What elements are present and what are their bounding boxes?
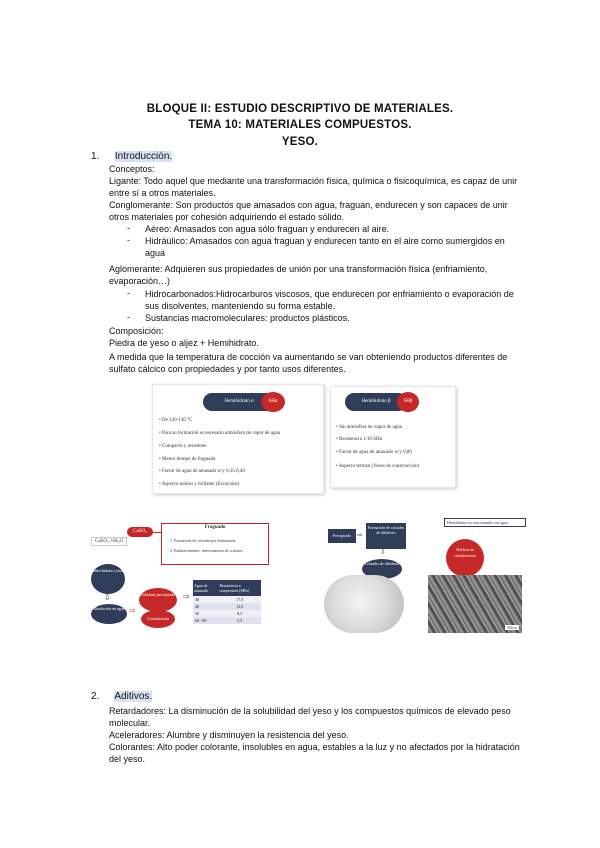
- hemihidrato-beta-pill: Hemihidrato β: [345, 393, 407, 411]
- table-header: Resistencia a compresión (MPa): [218, 580, 261, 596]
- microscope-photo: [428, 575, 522, 633]
- fraguado-item: 2. Endurecimiento: interconexión de cristales: [170, 548, 243, 553]
- table-cell: 8,5: [237, 611, 243, 616]
- sh-beta-badge: SHβ: [397, 392, 419, 412]
- sh-alpha-badge: SHα: [261, 392, 285, 412]
- alpha-item: • Menor tiempo de fraguado: [159, 457, 216, 462]
- arrow-down-icon: ⇩: [104, 593, 111, 602]
- title-line-2: TEMA 10: MATERIALES COMPUESTOS.: [188, 119, 412, 131]
- bullet-dash: -: [127, 235, 130, 245]
- fraguado-diagram: [91, 522, 291, 642]
- colorantes-paragraph: Colorantes: Alto poder colorante, insolubles en agua, estables a la luz y no afectados por la hidratación del yeso.: [109, 742, 520, 764]
- alpha-item: • Aspecto sedoso y brillante (Escayolas): [159, 482, 240, 487]
- cristalizacion-node: Cristalización: [141, 610, 175, 628]
- conceptos-label: Conceptos:: [109, 164, 155, 174]
- composicion-label: Composición:: [109, 326, 164, 336]
- fraguado-item: 1. Formación de cristales por hidratación: [170, 538, 236, 543]
- fraguado-box: [161, 523, 269, 565]
- cristales-dihidrato-node: Cristales de dihidrato: [362, 559, 402, 579]
- section-1-title: Introducción.: [114, 151, 173, 162]
- alpha-item: • Para su formación es necesario atmósfera de vapor de agua: [159, 431, 281, 436]
- section-2-number: 2.: [91, 691, 100, 702]
- alpha-item: • Compacto y resistente: [159, 444, 207, 449]
- bullet-dash: -: [127, 288, 130, 298]
- bullet-dash: -: [127, 223, 130, 233]
- aceleradores-paragraph: Aceleradores: Alumbre y disminuyen la resistencia del yeso.: [109, 730, 349, 740]
- title-line-1: BLOQUE II: ESTUDIO DESCRIPTIVO DE MATERIALES.: [146, 103, 454, 115]
- hemihidrato-beta-panel: [330, 386, 456, 488]
- ligante-paragraph: Ligante: Todo aquel que mediante una transformación física, química o fisicoquímica, es capaz de unir entre sí a otros materiales.: [109, 176, 518, 198]
- section-2-heading: [91, 691, 152, 702]
- cristalizacion-diagram: [318, 517, 524, 635]
- hemihidrato-alpha-panel: [152, 384, 324, 494]
- arrow-right-icon: ⇨: [183, 592, 190, 601]
- beta-item: • Aspecto terroso (Yesos de construcción): [336, 464, 420, 469]
- hemihidrato-alpha-pill: Hemihidrato α: [203, 393, 275, 411]
- plaster-photo: [324, 575, 404, 633]
- formula-label: CaSO₄·½H₂O: [91, 537, 127, 546]
- table-cell: 5,5: [237, 618, 243, 623]
- alpha-item: • De 120-130 °C: [159, 418, 193, 423]
- connector: [153, 532, 161, 533]
- resistencia-table: [193, 580, 261, 624]
- arrow-down-icon: ⇩: [380, 548, 386, 556]
- bullet-dash: -: [127, 312, 130, 322]
- fraguado-title: Fraguado: [204, 525, 226, 530]
- aglomerante-paragraph: Aglomerante: Adquieren sus propiedades de unión por una transformación física (enfriamiento, evaporación…): [109, 264, 488, 286]
- arrow-right-icon: ⇨: [357, 531, 363, 539]
- caso4-pill: CaSO₄: [127, 527, 153, 537]
- section-2-title: Aditivos.: [114, 691, 153, 702]
- disolucion-node: Disolución en agua: [91, 604, 127, 624]
- table-cell: 17,5: [236, 597, 244, 602]
- precipitado-box: Precipitado: [328, 529, 356, 543]
- table-cell: 30: [195, 597, 199, 602]
- bullet-aereo: Aéreo: Amasados con agua sólo fraguan y endurecen al aire.: [145, 224, 390, 234]
- beta-item: • Sin atmósfera de vapor de agua: [336, 425, 402, 430]
- note-box: Hemihidrato no reaccionado con agua: [444, 518, 526, 527]
- beta-item: • Resistencia 1/10 SHα: [336, 437, 383, 442]
- section-1-number: 1.: [91, 151, 100, 162]
- bullet-hidrocarbonados: Hidrocarbonados:Hidrocarburos viscosos, que endurecen por enfriamiento o evaporación de sus disolventes, manteniendo su forma estable.: [145, 289, 514, 311]
- cristales-box: Formación de cristales de dihidrato: [366, 523, 406, 549]
- table-cell: 40: [195, 604, 199, 609]
- temperatura-paragraph: A medida que la temperatura de cocción va aumentando se van obteniendo productos diferentes de sulfato cálcico con propiedades y por tanto usos diferentes.: [109, 352, 508, 374]
- retardadores-paragraph: Retardadores: La disminución de la solubilidad del yeso y los compuestos químicos de elevado peso molecular.: [109, 706, 511, 728]
- micro-label: Micro: [507, 625, 517, 630]
- dihidrato-node: Dihidrato precipitado: [139, 588, 177, 612]
- conglomerante-paragraph: Conglomerante: Son productos que amasados con agua, fraguan, endurecen y son capaces de unir otros materiales por cohesión adquiriendo el estado sólido.: [109, 200, 508, 222]
- composicion-line: Piedra de yeso o aljez + Hemihidrato.: [109, 338, 259, 348]
- nucleos-node: Núcleos de cristalización: [446, 539, 484, 577]
- bullet-hidraulico: Hidráulico: Amasados con agua fraguan y endurecen tanto en el aire como sumergidos en agua: [145, 236, 505, 258]
- table-cell: 50: [195, 611, 199, 616]
- table-header: Agua de amasado: [193, 580, 218, 596]
- title-line-3: YESO.: [281, 136, 319, 148]
- beta-item: • Factor de agua de amasado w/y 0,80: [336, 450, 412, 455]
- section-1-heading: [91, 151, 172, 162]
- arrow-right-icon: ⇨: [129, 606, 136, 615]
- table-cell: 12,0: [236, 604, 244, 609]
- alpha-item: • Factor de agua de amasado w/y 0,35 0,40: [159, 469, 245, 474]
- hemihidrato-node: Hemi-hidrato (yeso): [91, 564, 125, 594]
- table-cell: 60 - 80: [195, 618, 207, 623]
- bullet-macromoleculares: Sustancias macromoleculares: productos plásticos.: [145, 313, 350, 323]
